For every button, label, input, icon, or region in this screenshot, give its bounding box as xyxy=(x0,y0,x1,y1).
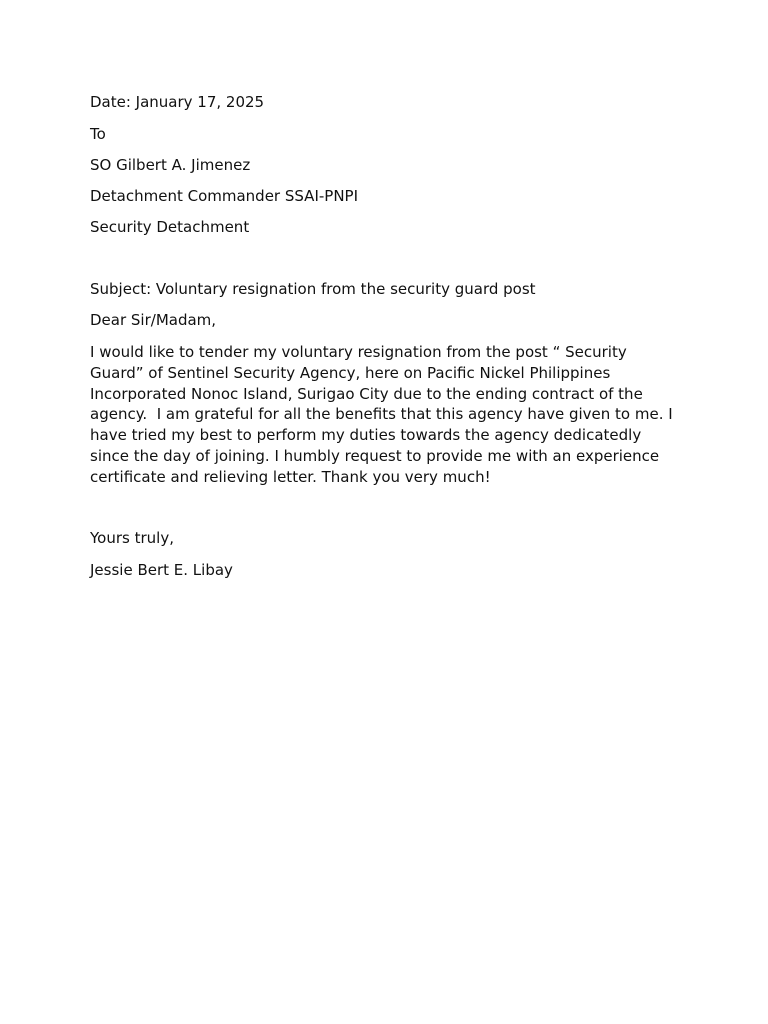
body-line: agency. I am grateful for all the benefits that this agency have given to me. I xyxy=(90,405,673,424)
letter-salutation: Dear Sir/Madam, xyxy=(90,311,217,329)
body-line: Incorporated Nonoc Island, Surigao City due to the ending contract of the xyxy=(90,384,643,403)
recipient-title: Detachment Commander SSAI-PNPI xyxy=(90,187,359,205)
body-line: certificate and relieving letter. Thank you very much! xyxy=(90,467,491,486)
signature-name: Jessie Bert E. Libay xyxy=(90,561,233,579)
recipient-name: SO Gilbert A. Jimenez xyxy=(90,156,251,174)
body-line: Guard” of Sentinel Security Agency, here on Pacific Nickel Philippines xyxy=(90,363,611,382)
body-line: since the day of joining. I humbly request to provide me with an experience xyxy=(90,446,660,465)
letter-date: Date: January 17, 2025 xyxy=(90,93,265,111)
to-label: To xyxy=(90,125,106,143)
letter-subject: Subject: Voluntary resignation from the security guard post xyxy=(90,280,536,298)
body-line: have tried my best to perform my duties towards the agency dedicatedly xyxy=(90,426,642,445)
letter-body xyxy=(90,342,690,488)
body-line: I would like to tender my voluntary resignation from the post “ Security xyxy=(90,343,627,361)
letter-closing: Yours truly, xyxy=(90,529,174,547)
recipient-unit: Security Detachment xyxy=(90,218,250,236)
